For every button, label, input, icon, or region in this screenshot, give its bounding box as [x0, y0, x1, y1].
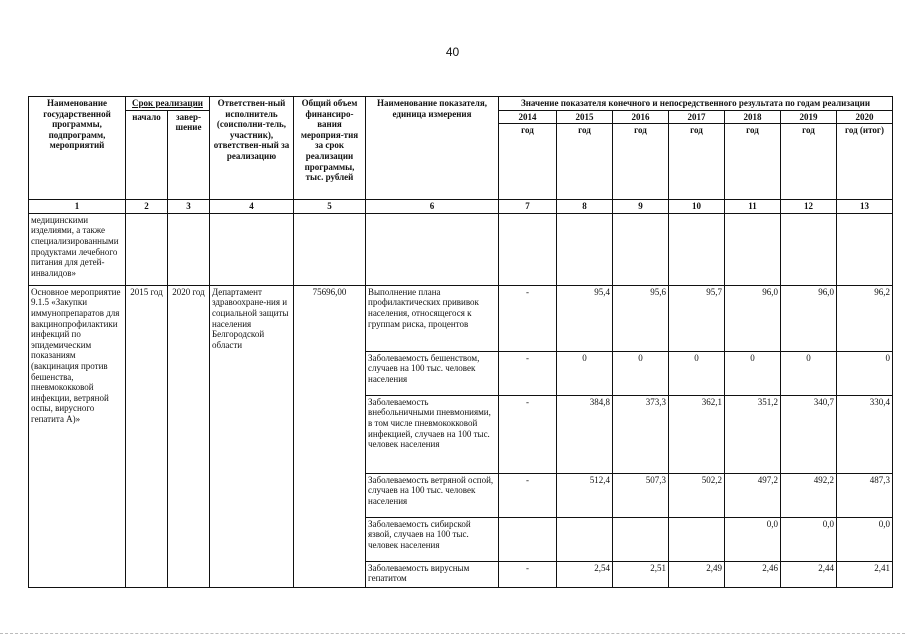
header-program-name: Наименование государственной программы, подпрограмм, мероприятий: [29, 97, 126, 200]
indicator-value: 487,3: [837, 473, 893, 517]
indicator-value: 507,3: [613, 473, 669, 517]
indicator-value: -: [499, 285, 557, 351]
indicator-value: 384,8: [557, 395, 613, 473]
header-year-sub: год: [613, 124, 669, 200]
header-indicator: Наименование показателя, единица измерения: [366, 97, 499, 200]
indicator-value: 2,49: [669, 561, 725, 587]
indicator-value: 0: [781, 351, 837, 395]
measure-name: Основное мероприятие 9.1.5 «Закупки иммунопрепаратов для вакцинопрофилактики инфекций по эпидемическим показаниям (вакцинация против бешенства, пневмококковой инфекции, ветряной оспы, вирусного гепатита А)»: [29, 285, 126, 587]
header-year: 2017: [669, 110, 725, 124]
column-number: 13: [837, 200, 893, 214]
header-term: Срок реализации: [126, 97, 210, 111]
header-year: 2018: [725, 110, 781, 124]
indicator-value: 492,2: [781, 473, 837, 517]
indicator-value: 95,4: [557, 285, 613, 351]
indicator-value: 0,0: [837, 517, 893, 561]
column-number-row: [29, 200, 893, 214]
indicator-value: 502,2: [669, 473, 725, 517]
indicator-value: [557, 517, 613, 561]
indicator-value: -: [499, 561, 557, 587]
indicator-value: -: [499, 395, 557, 473]
indicator-value: 351,2: [725, 395, 781, 473]
indicator-name: Выполнение плана профилактических прививок населения, относящегося к группам риска, процентов: [366, 285, 499, 351]
indicator-name: Заболеваемость ветряной оспой, случаев на 100 тыс. человек населения: [366, 473, 499, 517]
indicator-value: 95,7: [669, 285, 725, 351]
indicator-name: Заболеваемость внебольничными пневмониями, в том числе пневмококковой инфекцией, случаев на 100 тыс. человек населения: [366, 395, 499, 473]
indicator-value: 0: [557, 351, 613, 395]
results-table: [28, 96, 893, 588]
column-number: 8: [557, 200, 613, 214]
header-start: начало: [126, 110, 168, 200]
indicator-value: [669, 517, 725, 561]
header-end: завер-шение: [168, 110, 210, 200]
indicator-name: Заболеваемость бешенством, случаев на 100 тыс. человек населения: [366, 351, 499, 395]
header-year-sub: год: [557, 124, 613, 200]
indicator-value: -: [499, 473, 557, 517]
header-year: 2015: [557, 110, 613, 124]
column-number: 4: [210, 200, 294, 214]
header-year: 2019: [781, 110, 837, 124]
column-number: 9: [613, 200, 669, 214]
indicator-value: [499, 517, 557, 561]
measure-volume: 75696,00: [294, 285, 366, 587]
header-year-sub: год: [669, 124, 725, 200]
indicator-name: Заболеваемость сибирской язвой, случаев на 100 тыс. человек населения: [366, 517, 499, 561]
indicator-value: 2,51: [613, 561, 669, 587]
column-number: 10: [669, 200, 725, 214]
indicator-value: -: [499, 351, 557, 395]
header-year-sub: год: [781, 124, 837, 200]
indicator-value: 2,41: [837, 561, 893, 587]
column-number: 7: [499, 200, 557, 214]
indicator-value: 95,6: [613, 285, 669, 351]
indicator-value: 0,0: [781, 517, 837, 561]
header-year-sub: год: [499, 124, 557, 200]
indicator-value: [613, 517, 669, 561]
header-year: 2014: [499, 110, 557, 124]
indicator-name: Заболеваемость вирусным гепатитом: [366, 561, 499, 587]
indicator-value: 0,0: [725, 517, 781, 561]
indicator-value: 2,54: [557, 561, 613, 587]
header-year: 2020: [837, 110, 893, 124]
indicator-value: 0: [669, 351, 725, 395]
column-number: 11: [725, 200, 781, 214]
indicator-value: 0: [613, 351, 669, 395]
measure-responsible: Департамент здравоохране-ния и социальной защиты населения Белгородской области: [210, 285, 294, 587]
indicator-value: 330,4: [837, 395, 893, 473]
column-number: 5: [294, 200, 366, 214]
measure-end: 2020 год: [168, 285, 210, 587]
page-number: 40: [445, 45, 460, 59]
column-number: 2: [126, 200, 168, 214]
header-values-title: Значение показателя конечного и непосредственного результата по годам реализации: [499, 97, 893, 111]
indicator-value: 340,7: [781, 395, 837, 473]
indicator-value: 497,2: [725, 473, 781, 517]
indicator-value: 373,3: [613, 395, 669, 473]
column-number: 12: [781, 200, 837, 214]
indicator-value: 0: [725, 351, 781, 395]
header-responsible: Ответствен-ный исполнитель (соисполни-тель, участник), ответствен-ный за реализацию: [210, 97, 294, 200]
indicator-row: [29, 285, 893, 351]
column-number: 3: [168, 200, 210, 214]
indicator-value: 2,46: [725, 561, 781, 587]
indicator-value: 96,0: [725, 285, 781, 351]
indicator-value: 362,1: [669, 395, 725, 473]
scan-edge-line: [0, 633, 905, 634]
indicator-value: 2,44: [781, 561, 837, 587]
continued-text: медицинскими изделиями, а также специализированными продуктами лечебного питания для детей-инвалидов»: [29, 213, 126, 285]
column-number: 6: [366, 200, 499, 214]
header-year-sub: год: [725, 124, 781, 200]
header-year-sub: год (итог): [837, 124, 893, 200]
column-number: 1: [29, 200, 126, 214]
measure-start: 2015 год: [126, 285, 168, 587]
indicator-value: 0: [837, 351, 893, 395]
indicator-value: 96,2: [837, 285, 893, 351]
continued-row: [29, 213, 893, 285]
indicator-value: 512,4: [557, 473, 613, 517]
indicator-value: 96,0: [781, 285, 837, 351]
header-year: 2016: [613, 110, 669, 124]
header-volume: Общий объем финансиро-вания мероприя-тия за срок реализации программы, тыс. рублей: [294, 97, 366, 200]
